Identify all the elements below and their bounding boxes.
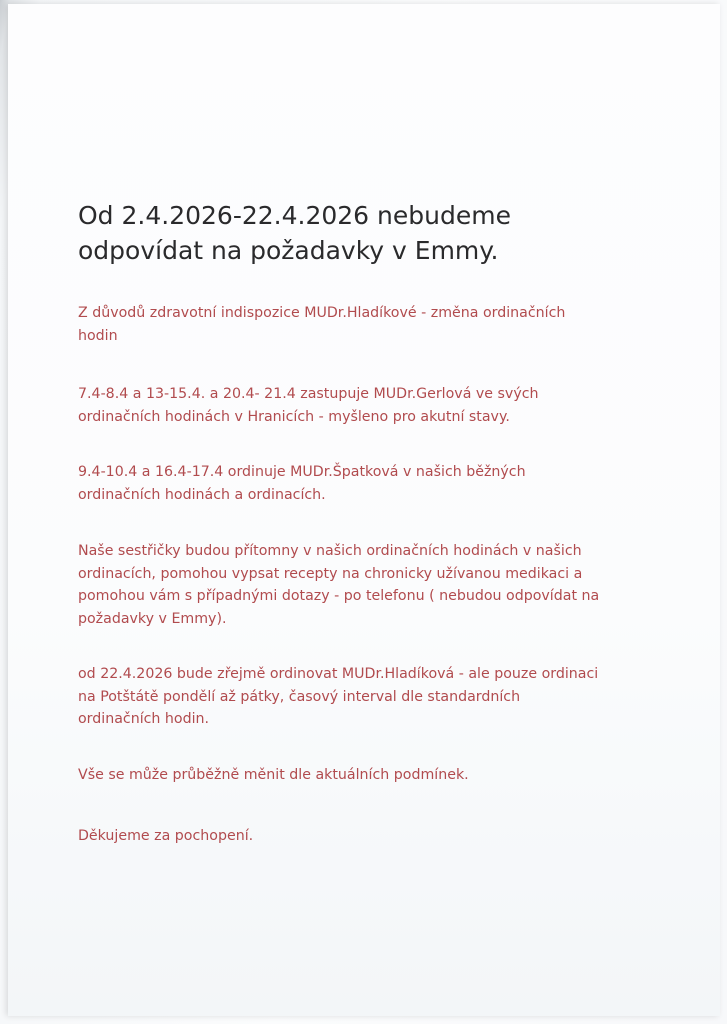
- notice-paragraph-reason: Z důvodů zdravotní indispozice MUDr.Hladíkové - změna ordinačních hodin: [78, 305, 566, 344]
- paper-sheet: [8, 4, 720, 1016]
- notice-paragraph-may-change: Vše se může průběžně měnit dle aktuálních podmínek.: [78, 767, 469, 783]
- notice-paragraph-thanks: Děkujeme za pochopení.: [78, 828, 254, 844]
- notice-paragraph-nurses: Naše sestřičky budou přítomny v našich ordinačních hodinách v našich ordinacích, pomohou vypsat recepty na chronicky užívanou medikaci a pomohou vám s případnými dotazy - po telefonu ( nebudou odpovídat na požadavky v Emmy).: [78, 543, 600, 627]
- notice-paragraph-from-22-4: od 22.4.2026 bude zřejmě ordinovat MUDr.Hladíková - ale pouze ordinaci na Potštátě pondělí až pátky, časový interval dle standardních ordinačních hodin.: [78, 666, 599, 727]
- notice-paragraph-spatkova: 9.4-10.4 a 16.4-17.4 ordinuje MUDr.Špatková v našich běžných ordinačních hodinách a ordinacích.: [78, 464, 526, 503]
- notice-title: Od 2.4.2026-22.4.2026 nebudeme odpovídat na požadavky v Emmy.: [78, 201, 511, 265]
- notice-paragraph-gerlova: 7.4-8.4 a 13-15.4. a 20.4- 21.4 zastupuje MUDr.Gerlová ve svých ordinačních hodinách v Hranicích - myšleno pro akutní stavy.: [78, 386, 539, 425]
